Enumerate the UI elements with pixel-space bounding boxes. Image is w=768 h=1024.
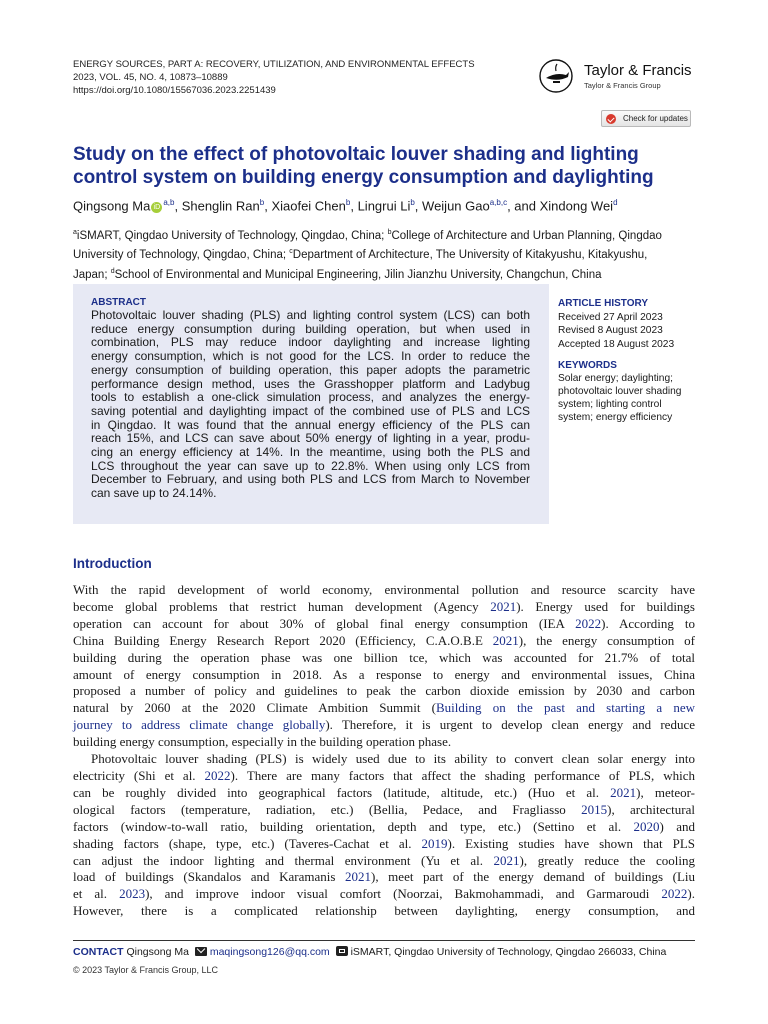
author-name[interactable]: Xiaofei Chen <box>271 198 346 214</box>
author-separator: , <box>414 198 423 214</box>
affiliation-line <box>73 244 695 263</box>
paragraph-line <box>73 616 695 633</box>
citation-link[interactable]: 2019 <box>421 835 448 851</box>
citation-link[interactable]: 2021 <box>490 598 517 614</box>
title-line-2: control system on building energy consumption and daylighting <box>73 167 654 188</box>
affiliation-mark: d <box>110 267 115 275</box>
affiliation-mark: a <box>73 229 77 236</box>
keyword-line: Solar energy; daylighting; <box>558 373 673 384</box>
abstract-line: performance design method, uses the Grasshopper platform and Ladybug <box>91 376 530 391</box>
author-affiliation-mark: a,b,c <box>489 198 508 207</box>
email-link[interactable]: maqingsong126@qq.com <box>209 946 330 958</box>
copyright: © 2023 Taylor & Francis Group, LLC <box>73 965 219 975</box>
keyword-line: system; lighting control <box>558 399 662 410</box>
publisher-group: Taylor & Francis Group <box>584 81 661 90</box>
author-name[interactable]: Xindong Wei <box>539 198 614 214</box>
author-affiliation-mark: b <box>345 198 351 207</box>
abstract-line: cing an energy efficiency at 14%. In the meantime, using both the PLS and <box>91 445 530 460</box>
text-run: natural by 2060 at the 2020 Climate Ambition Summit ( <box>73 700 437 716</box>
text-run: building energy consumption, especially in the building operation phase. <box>73 734 452 750</box>
abstract-line: LCS throughout the year can save up to 22.8%. When using only LCS from <box>91 458 530 473</box>
author-affiliation-mark: b <box>259 198 265 207</box>
article-history <box>558 297 708 351</box>
abstract-line: can save up to 24.14%. <box>91 486 217 501</box>
keywords <box>558 359 708 424</box>
author-separator: , <box>350 198 358 214</box>
paragraph-line <box>73 700 695 717</box>
paragraph-line <box>73 819 695 836</box>
received-date: Received 27 April 2023 <box>558 311 663 323</box>
text-run: can adjust the indoor lighting and thermal environment (Yu et al. <box>73 852 494 868</box>
affiliation-line <box>73 264 695 283</box>
abstract-line: energy consumption, which is not good for the LCS. In order to reduce the <box>91 349 530 364</box>
text-run: ), and improve indoor visual comfort (Noorzai, Bakmohammadi, and Garmaroudi <box>145 886 662 902</box>
abstract-body <box>91 309 530 501</box>
text-run: ), the energy consumption of <box>518 632 695 648</box>
paragraph-line <box>73 836 695 853</box>
text-run: ). According to <box>601 615 696 631</box>
affiliation-text: Department of Architecture, The University of Kitakyushu, Kitakyushu, <box>292 249 648 262</box>
title-line-1: Study on the effect of photovoltaic louver shading and lighting <box>73 144 639 165</box>
text-run: become global problems that restrict human development (Agency <box>73 598 491 614</box>
paragraph-line <box>73 717 695 734</box>
citation-link[interactable]: 2023 <box>119 886 146 902</box>
affiliation-mark: b <box>387 229 392 236</box>
text-run: ). Existing studies have shown that PLS <box>447 835 695 851</box>
abstract-line: energy consumption of building operation, this paper adopts the parametric <box>91 362 530 377</box>
citation-link[interactable]: 2015 <box>581 801 608 817</box>
paragraph-line <box>73 667 695 684</box>
paragraph-line <box>73 869 695 886</box>
text-run: load of buildings (Skandalos and Karamanis <box>73 869 346 885</box>
citation-link[interactable]: Building on the past and starting a new <box>436 700 695 716</box>
text-run: proposed a number of policy and guidelines to peak the carbon dioxide emission by 2030 and carbon <box>73 683 695 699</box>
citation-link[interactable]: 2021 <box>493 852 520 868</box>
text-run: ) and <box>659 818 695 834</box>
text-run: et al. <box>73 886 120 902</box>
author-name[interactable]: Weijun Gao <box>422 198 490 214</box>
abstract-line: reduce energy consumption during building operation, but when used in <box>91 321 530 336</box>
abstract-line: saving potential and daylighting impact of the combined use of PLS and LCS <box>91 403 530 418</box>
author-list <box>73 198 618 213</box>
check-badge-icon <box>606 114 616 124</box>
affiliation-text: Japan; <box>73 268 111 281</box>
introduction-heading: Introduction <box>73 556 152 571</box>
citation-link[interactable]: 2020 <box>633 818 660 834</box>
journal-name: ENERGY SOURCES, PART A: RECOVERY, UTILIZATION, AND ENVIRONMENTAL EFFECTS <box>73 59 475 70</box>
journal-header <box>73 58 503 97</box>
text-run: building during the operation phase was one billion tce, which was accounted for 21.7% of total <box>73 649 695 665</box>
article-history-heading: ARTICLE HISTORY <box>558 298 649 309</box>
affiliation-mark: c <box>289 248 293 256</box>
affiliation-text: iSMART, Qingdao University of Technology, Qingdao, China; <box>76 229 388 242</box>
author-name[interactable]: Lingrui Li <box>357 198 411 214</box>
affiliation-text: University of Technology, Qingdao, China; <box>73 249 290 262</box>
citation-link[interactable]: 2022 <box>661 886 688 902</box>
citation-link[interactable]: journey to address climate change globally <box>73 717 326 733</box>
citation-link[interactable]: 2021 <box>345 869 372 885</box>
paragraph-line <box>73 768 695 785</box>
paragraph-line <box>73 886 695 903</box>
affiliations <box>73 225 695 283</box>
affiliation-text: College of Architecture and Urban Planning, Qingdao <box>391 229 662 242</box>
text-run: China Building Energy Research Report 2020 (Efficiency, C.A.O.B.E <box>73 632 493 648</box>
abstract-line: December to February, and using both PLS and LCS from March to November <box>91 472 530 487</box>
abstract-line: tools to establish a one-click simulation process, and analyzes the energy- <box>91 390 530 405</box>
introduction-body <box>73 582 695 920</box>
paragraph-line <box>73 650 695 667</box>
revised-date: Revised 8 August 2023 <box>558 325 663 336</box>
accepted-date: Accepted 18 August 2023 <box>558 338 675 350</box>
abstract-line: combination, PLS may reduce indoor daylighting and increase lighting <box>91 335 530 350</box>
check-for-updates-label: Check for updates <box>623 114 688 123</box>
paragraph-line <box>73 751 695 768</box>
paragraph-line <box>73 582 695 599</box>
journal-volume: 2023, VOL. 45, NO. 4, 10873–10889 <box>73 72 228 83</box>
address-icon <box>336 946 348 956</box>
author-name[interactable]: Qingsong Ma <box>73 198 151 214</box>
paragraph-line <box>73 683 695 700</box>
doi-link[interactable]: https://doi.org/10.1080/15567036.2023.2251439 <box>73 85 276 96</box>
text-run: ), greatly reduce the cooling <box>519 852 695 868</box>
affiliation-line <box>73 225 695 244</box>
author-affiliation-mark: a,b <box>163 198 175 207</box>
text-run: ). <box>687 886 695 902</box>
author-separator: , <box>264 198 272 214</box>
paragraph-line <box>73 599 695 616</box>
text-run: amount of energy consumption in 2018. As a response to energy and environmental issues, China <box>73 666 695 682</box>
contact-label: CONTACT <box>73 946 124 958</box>
text-run: Photovoltaic louver shading (PLS) is widely used due to its ability to convert clean solar energy into <box>91 751 695 767</box>
contact-line <box>73 946 695 958</box>
text-run: With the rapid development of world economy, environmental pollution and resource scarcity have <box>73 582 695 597</box>
citation-link[interactable]: 2022 <box>204 767 231 783</box>
text-run: ), architectural <box>607 801 695 817</box>
keywords-heading: KEYWORDS <box>558 360 617 371</box>
text-run: However, there is a complicated relationship between daylighting, energy consumption, and <box>73 903 695 919</box>
author-affiliation-mark: d <box>613 198 618 207</box>
citation-link[interactable]: 2021 <box>492 632 519 648</box>
publisher-name: Taylor & Francis <box>584 62 692 79</box>
abstract-heading: ABSTRACT <box>91 297 146 308</box>
publisher-logo[interactable] <box>538 58 698 94</box>
paragraph-line <box>73 903 695 920</box>
author-separator: , <box>174 198 182 214</box>
author-name[interactable]: Shenglin Ran <box>181 198 260 214</box>
text-run: ). Energy used for buildings <box>516 598 695 614</box>
paragraph-line <box>73 802 695 819</box>
text-run: ), meet part of the energy demand of buildings (Liu <box>371 869 695 885</box>
envelope-icon <box>195 947 207 956</box>
abstract-line: in Qingdao. It was found that the annual energy efficiency of the PLS can <box>91 417 530 432</box>
text-run: shading factors (shape, type, etc.) (Taveres-Cachat et al. <box>73 835 422 851</box>
text-run: ological factors (temperature, radiation, etc.) (Bellia, Pedace, and Fragliasso <box>73 801 582 817</box>
keyword-line: photovoltaic louver shading <box>558 386 682 397</box>
contact-address: iSMART, Qingdao University of Technology, Qingdao 266033, China <box>350 946 667 958</box>
footer-divider <box>73 940 695 941</box>
text-run: ). Therefore, it is urgent to develop clean energy and reduce <box>325 717 695 733</box>
citation-link[interactable]: 2021 <box>610 784 637 800</box>
text-run: ), meteor- <box>636 784 695 800</box>
text-run: electricity (Shi et al. <box>73 767 205 783</box>
paragraph-line <box>73 633 695 650</box>
text-run: can be roughly divided into geographical factors (latitude, altitude, etc.) (Huo et al. <box>73 784 611 800</box>
paragraph-line <box>73 734 695 751</box>
lamp-icon <box>538 58 578 94</box>
paragraph-line <box>73 785 695 802</box>
citation-link[interactable]: 2022 <box>575 615 602 631</box>
paper-title <box>73 143 703 189</box>
check-for-updates-button[interactable] <box>601 110 691 127</box>
author-affiliation-mark: b <box>410 198 415 207</box>
affiliation-text: School of Environmental and Municipal Engineering, Jilin Jianzhu University, Changchun, China <box>114 268 602 281</box>
orcid-icon[interactable]: iD <box>151 202 162 213</box>
abstract-line: Photovoltaic louver shading (PLS) and lighting control system (LCS) can both <box>91 308 530 322</box>
text-run: ). There are many factors that affect the shading performance of PLS, which <box>230 767 695 783</box>
abstract-line: reach 15%, and LCS can save about 50% energy of lighting in a year, produ- <box>91 431 530 446</box>
keyword-line: system; energy efficiency <box>558 412 673 423</box>
text-run: factors (window-to-wall ratio, building orientation, depth and type, etc.) (Settino et al. <box>73 818 634 834</box>
text-run: operation can account for about 30% of global final energy consumption (IEA <box>73 615 576 631</box>
author-separator: , and <box>507 198 540 214</box>
contact-name: Qingsong Ma <box>126 946 189 958</box>
paragraph-line <box>73 853 695 870</box>
